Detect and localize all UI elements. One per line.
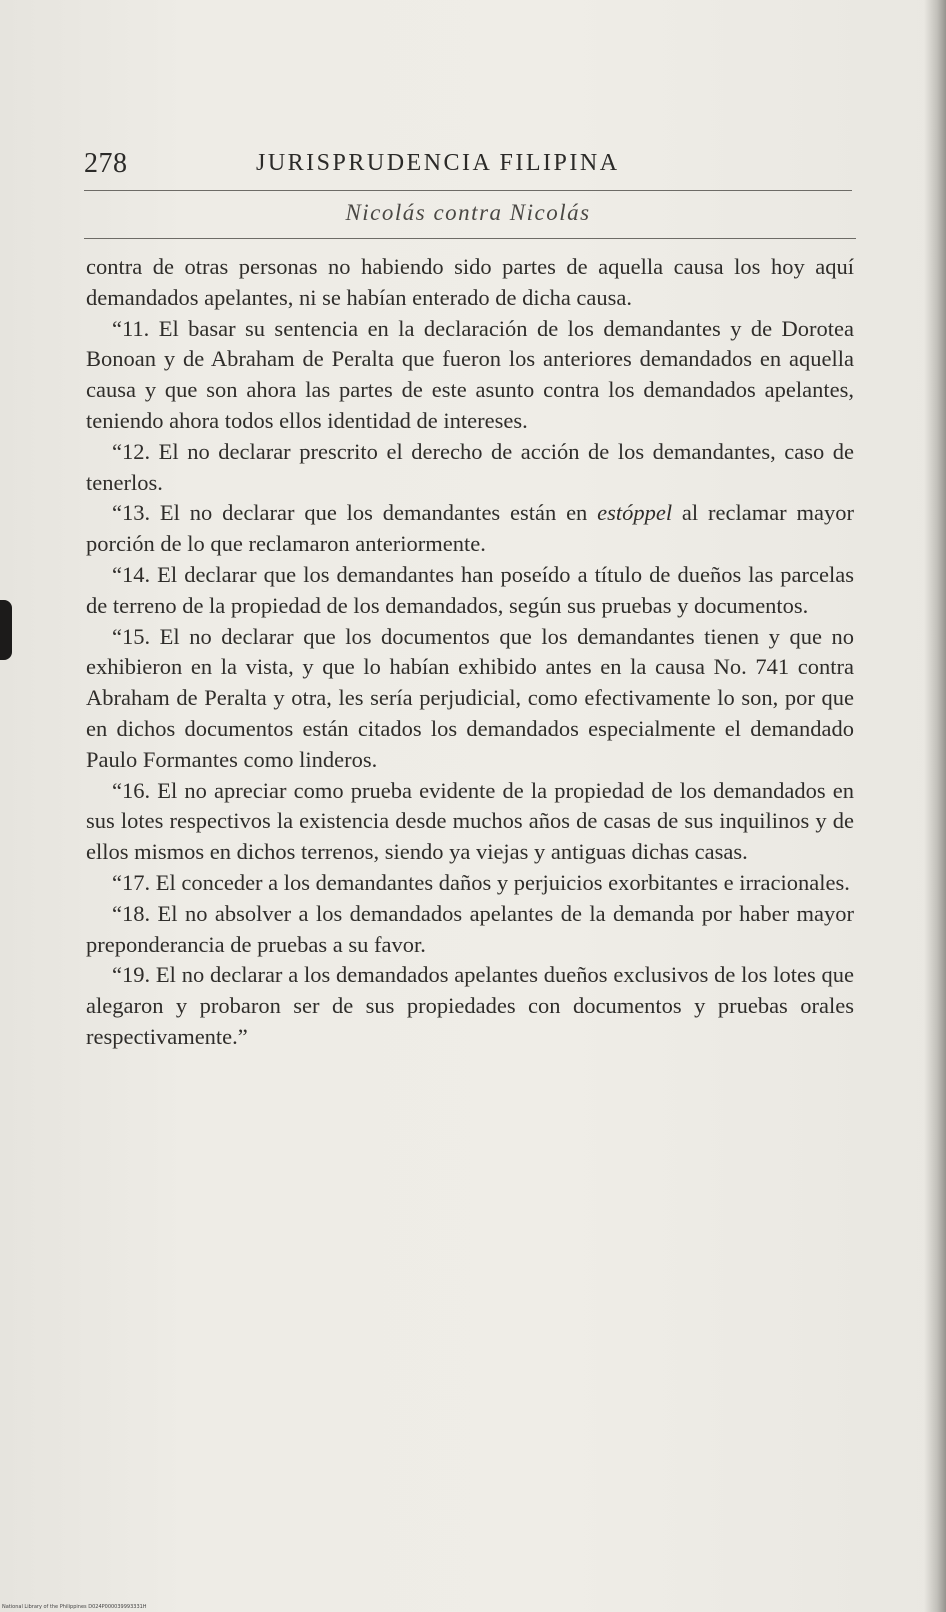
- paragraph-error-11: “11. El basar su sentencia en la declaración de los demandantes y de Dorotea Bonoan y de Abraham de Peralta que fueron los anteriores demandados en aquella causa y que son ahora las partes de este asunto contra los demandados apelantes, teniendo ahora todos ellos identidad de intereses.: [86, 315, 854, 433]
- paragraph-error-19: “19. El no declarar a los demandados apelantes dueños exclusivos de los lotes que alegaron y probaron ser de sus propiedades con documentos y pruebas orales respectivamente.”: [86, 962, 854, 1049]
- paragraph-error-16: “16. El no apreciar como prueba evidente de la propiedad de los demandados en sus lotes respectivos la existencia desde muchos años de casas de sus inquilinos y de ellos mismos en dichos terrenos, siendo ya viejas y antiguas dichas casas.: [86, 777, 854, 865]
- paragraph-error-13-start: “13. El no declarar que los demandantes están en: [112, 500, 598, 526]
- header-rule-bottom: [84, 238, 856, 239]
- page-edge-shadow: [924, 0, 946, 1612]
- paragraph-error-13-end: al reclamar mayor porción de lo que reclamaron anteriormente.: [86, 500, 854, 557]
- paragraph-error-12: “12. El no declarar prescrito el derecho de acción de los demandantes, caso de tenerlos.: [86, 438, 854, 495]
- case-subtitle: Nicolás contra Nicolás: [345, 200, 591, 225]
- italic-term-estoppel: estóppel: [597, 500, 673, 526]
- scan-footer-tag: National Library of the Philippines D024P000039993331H: [2, 1604, 147, 1610]
- paragraph-error-13: [86, 498, 854, 560]
- header-rule-top: [84, 190, 852, 191]
- binding-mark: [0, 600, 12, 660]
- paragraph-error-17: “17. El conceder a los demandantes daños y perjuicios exorbitantes e irracionales.: [112, 869, 850, 895]
- page-header: [84, 148, 864, 188]
- body-text: [86, 252, 854, 1053]
- paragraph-continuation: contra de otras personas no habiendo sido partes de aquella causa los hoy aquí demandados apelantes, ni se habían enterado de dicha causa.: [86, 254, 854, 310]
- running-title: JURISPRUDENCIA FILIPINA: [256, 150, 620, 176]
- paragraph-error-15: “15. El no declarar que los documentos que los demandantes tienen y que no exhibieron en la vista, y que lo habían exhibido antes en la causa No. 741 contra Abraham de Peralta y otra, les sería perjudicial, como efectivamente lo son, por que en dichos documentos están citados los demandados especialmente el demandado Paulo Formantes como linderos.: [86, 623, 854, 772]
- page-number: 278: [84, 148, 128, 179]
- paragraph-error-14: “14. El declarar que los demandantes han poseído a título de dueños las parcelas de terreno de la propiedad de los demandados, según sus pruebas y documentos.: [86, 561, 854, 618]
- paragraph-error-18: “18. El no absolver a los demandados apelantes de la demanda por haber mayor preponderancia de pruebas a su favor.: [86, 900, 854, 957]
